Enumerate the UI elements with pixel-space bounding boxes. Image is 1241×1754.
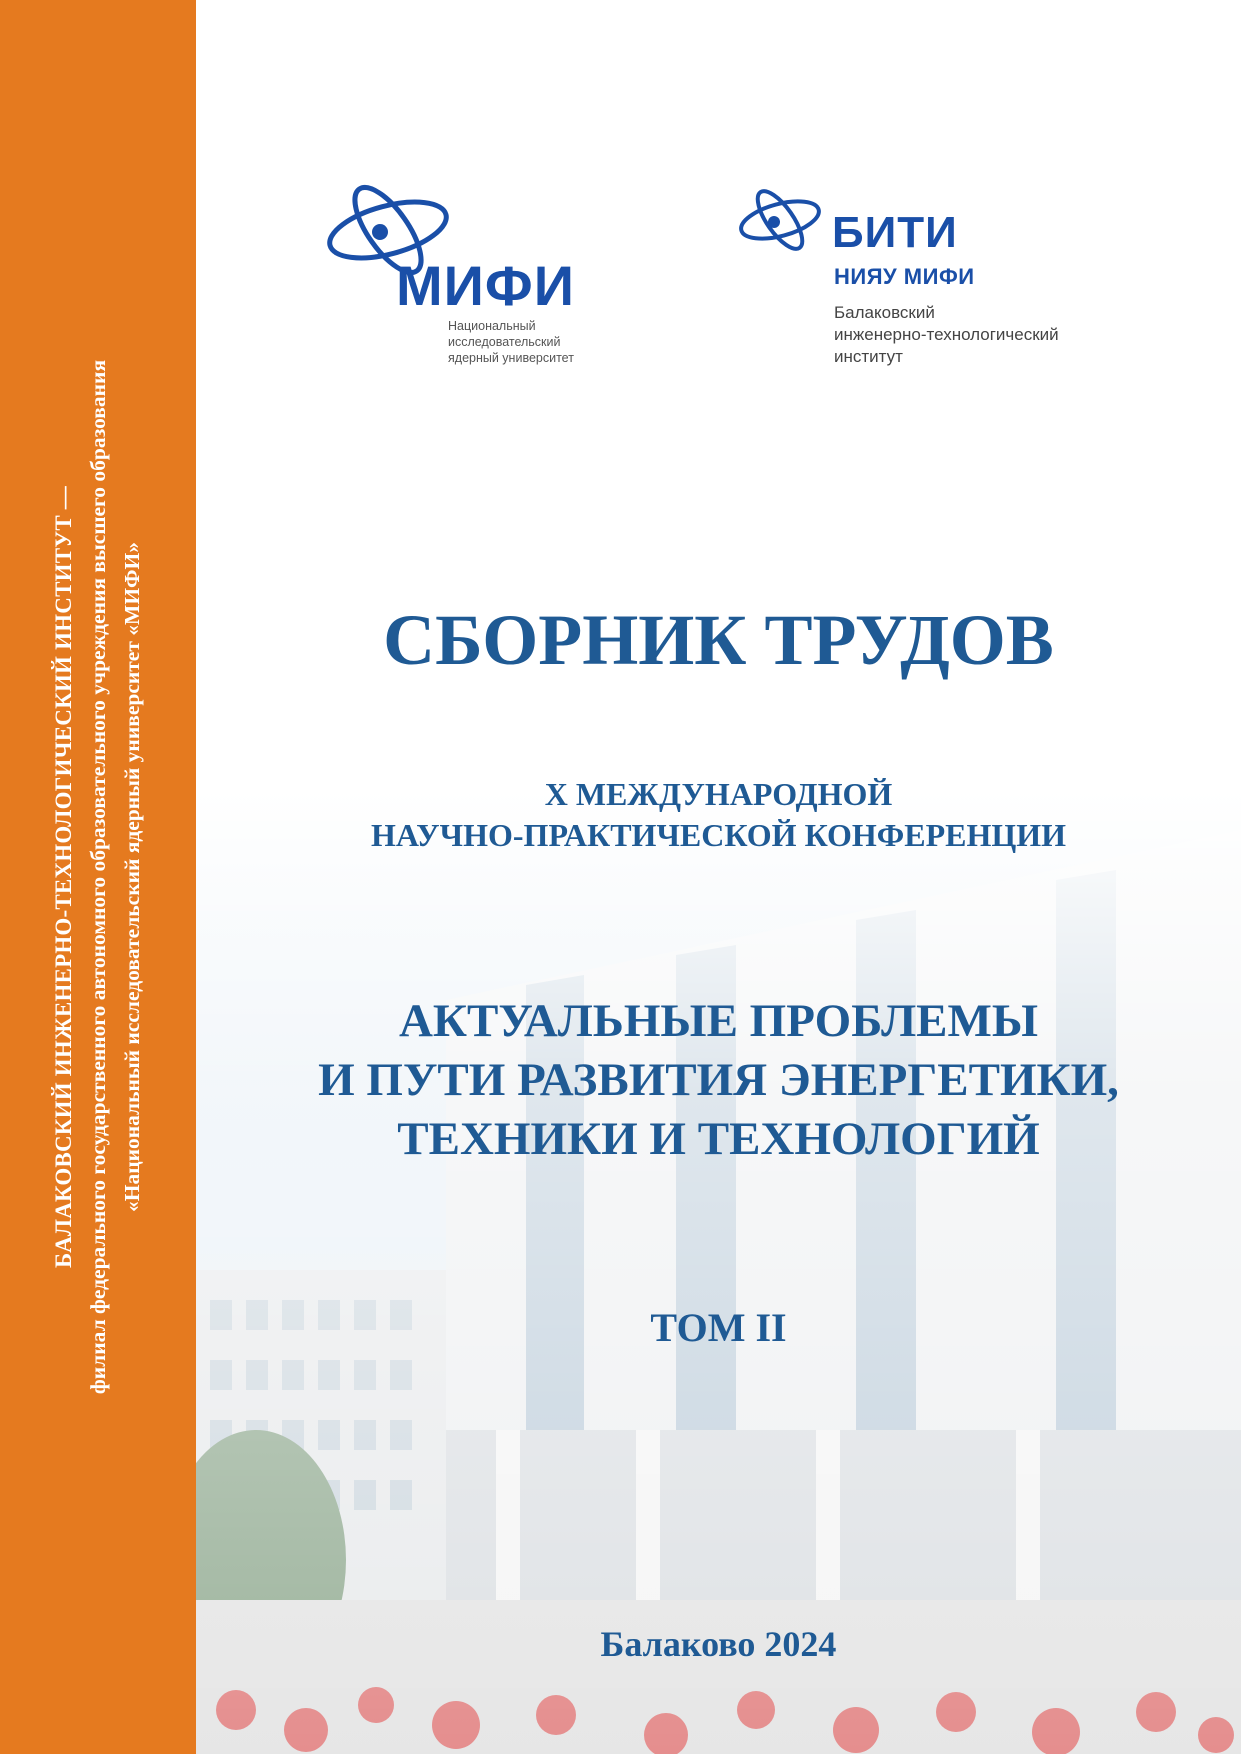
mifi-caption-line-3: ядерный университет	[448, 351, 574, 365]
spine-text	[47, 142, 149, 1612]
mifi-wordmark: МИФИ	[396, 254, 575, 317]
place-year: Балаково 2024	[600, 1624, 837, 1664]
atom-icon	[738, 178, 828, 268]
volume-label: ТОМ II	[650, 1305, 787, 1350]
topic-line-2: И ПУТИ РАЗВИТИЯ ЭНЕРГЕТИКИ,	[318, 1054, 1119, 1106]
biti-caption-line-1: Балаковский	[834, 303, 935, 322]
topic-line-3: ТЕХНИКИ И ТЕХНОЛОГИЙ	[397, 1113, 1040, 1165]
spine-line-1: БАЛАКОВСКИЙ ИНЖЕНЕРНО-ТЕХНОЛОГИЧЕСКИЙ ИНСТИТУТ —	[51, 485, 76, 1269]
subtitle-line-2: НАУЧНО-ПРАКТИЧЕСКОЙ КОНФЕРЕНЦИИ	[370, 817, 1067, 853]
collection-title: СБОРНИК ТРУДОВ	[383, 600, 1054, 680]
mifi-caption-line-1: Национальный	[448, 319, 536, 333]
biti-logo	[738, 178, 1118, 378]
mifi-caption	[448, 318, 574, 366]
biti-caption-line-2: инженерно-технологический	[834, 325, 1059, 344]
conference-topic	[196, 992, 1241, 1169]
mifi-caption-line-2: исследовательский	[448, 335, 561, 349]
biti-caption	[834, 302, 1059, 368]
topic-line-1: АКТУАЛЬНЫЕ ПРОБЛЕМЫ	[398, 995, 1039, 1047]
spine-line-3: «Национальный исследовательский ядерный университет «МИФИ»	[120, 542, 144, 1213]
conference-subtitle	[196, 774, 1241, 856]
biti-caption-line-3: институт	[834, 347, 903, 366]
mifi-logo	[326, 178, 596, 368]
biti-subname: НИЯУ МИФИ	[834, 264, 975, 289]
spine-line-2: филиал федерального государственного автономного образовательного учреждения высшего образования	[86, 359, 110, 1395]
biti-wordmark: БИТИ	[832, 208, 958, 257]
subtitle-line-1: X МЕЖДУНАРОДНОЙ	[544, 776, 893, 812]
